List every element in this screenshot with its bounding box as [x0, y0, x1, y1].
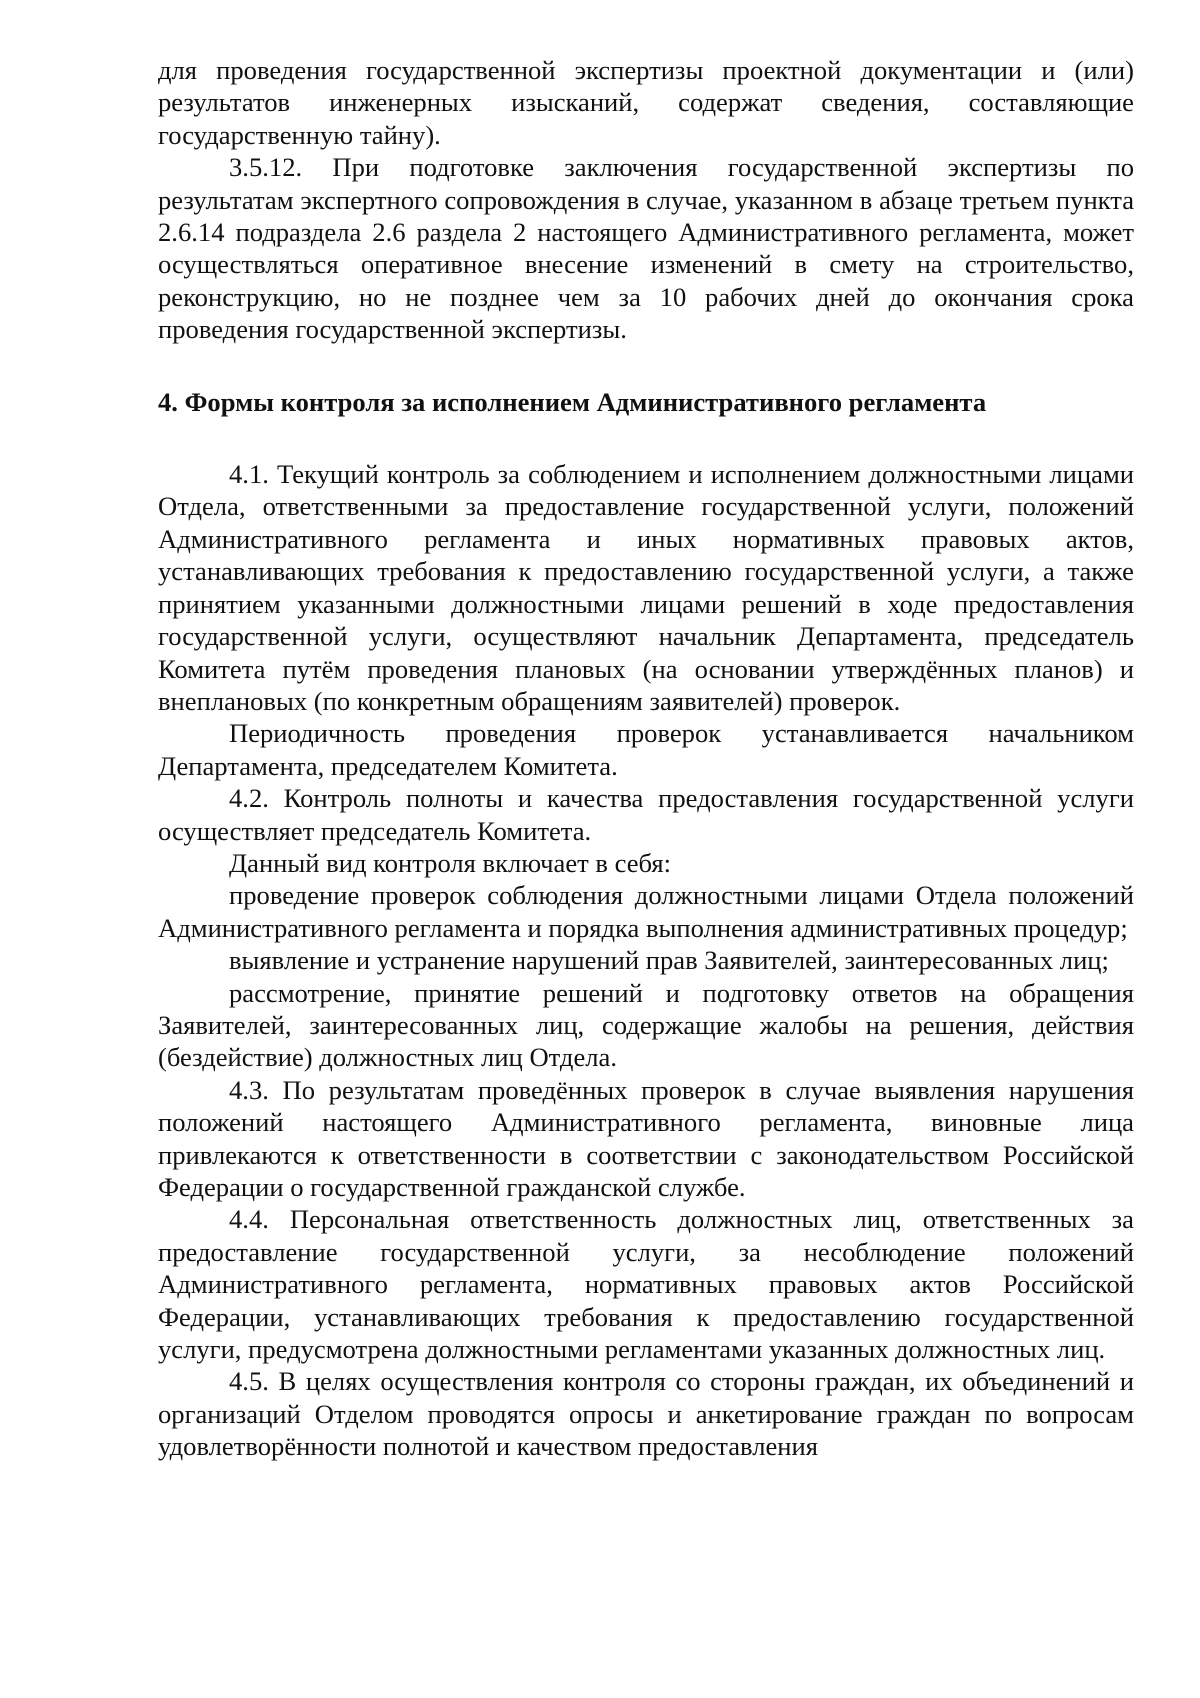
list-item-inspections: проведение проверок соблюдения должностными лицами Отдела положений Административного регламента и порядка выполнения административных процедур; — [158, 880, 1134, 943]
paragraph-4-5: 4.5. В целях осуществления контроля со стороны граждан, их объединений и организаций Отделом проводятся опросы и анкетирование граждан по вопросам удовлетворённости полнотой и качеством предоставления — [158, 1366, 1134, 1462]
list-item-complaints: рассмотрение, принятие решений и подготовку ответов на обращения Заявителей, заинтересованных лиц, содержащие жалобы на решения, действия (бездействие) должностных лиц Отдела. — [158, 977, 1134, 1073]
paragraph-4-2: 4.2. Контроль полноты и качества предоставления государственной услуги осуществляет председатель Комитета. — [158, 783, 1134, 846]
list-item-violations: выявление и устранение нарушений прав Заявителей, заинтересованных лиц; — [229, 945, 1109, 976]
document-page — [158, 54, 1134, 1463]
paragraph-3-5-12: 3.5.12. При подготовке заключения государственной экспертизы по результатам экспертного сопровождения в случае, указанном в абзаце третьем пункта 2.6.14 подраздела 2.6 раздела 2 настоящего Административного регламента, может осуществляться оперативное внесение изменений в смету на строительство, реконструкцию, но не позднее чем за 10 рабочих дней до окончания срока проведения государственной экспертизы. — [158, 152, 1134, 345]
paragraph-4-3: 4.3. По результатам проведённых проверок в случае выявления нарушения положений настоящего Административного регламента, виновные лица привлекаются к ответственности в соответствии с законодательством Российской Федерации о государственной гражданской службе. — [158, 1074, 1134, 1202]
paragraph-control-includes: Данный вид контроля включает в себя: — [229, 847, 672, 878]
paragraph-periodicity: Периодичность проведения проверок устанавливается начальником Департамента, председателем Комитета. — [158, 718, 1134, 781]
paragraph-4-1: 4.1. Текущий контроль за соблюдением и исполнением должностными лицами Отдела, ответственными за предоставление государственной услуги, положений Административного регламента и иных нормативных правовых актов, устанавливающих требования к предоставлению государственной услуги, а также принятием указанными должностными лицами решений в ходе предоставления государственной услуги, осуществляют начальник Департамента, председатель Комитета путём проведения плановых (на основании утверждённых планов) и внеплановых (по конкретным обращениям заявителей) проверок. — [158, 459, 1134, 716]
paragraph-4-4: 4.4. Персональная ответственность должностных лиц, ответственных за предоставление государственной услуги, за несоблюдение положений Административного регламента, нормативных правовых актов Российской Федерации, устанавливающих требования к предоставлению государственной услуги, предусмотрена должностными регламентами указанных должностных лиц. — [158, 1204, 1134, 1365]
section-heading: 4. Формы контроля за исполнением Административного регламента — [158, 386, 987, 417]
paragraph-continuation: для проведения государственной экспертизы проектной документации и (или) результатов инженерных изысканий, содержат сведения, составляющие государственную тайну). — [158, 55, 1134, 150]
